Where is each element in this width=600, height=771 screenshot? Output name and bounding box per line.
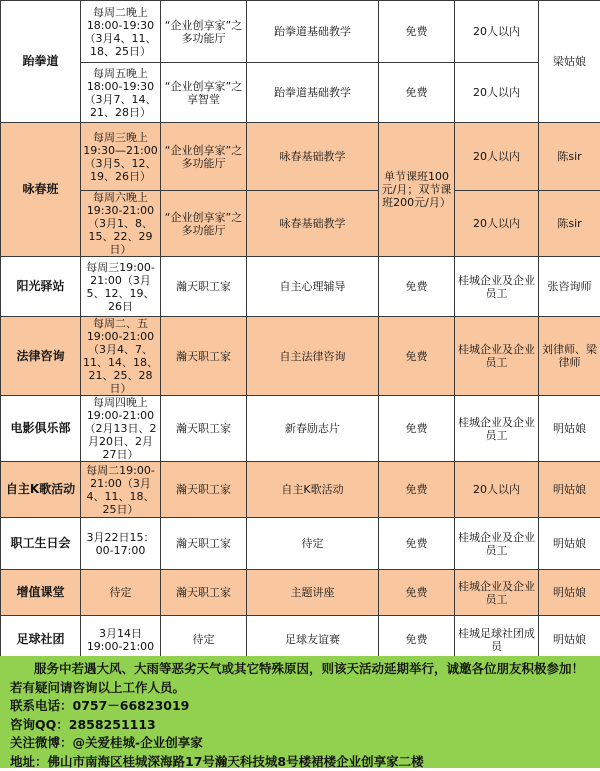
activity-target: 20人以内 (455, 63, 539, 123)
activity-contact: 明姑娘 (539, 462, 600, 518)
activity-time: 每周五晚上18:00-19:30（3月7、14、21、28日） (81, 63, 161, 123)
activity-content: 跆拳道基础教学 (247, 63, 379, 123)
activity-target: 桂城企业及企业员工 (455, 570, 539, 616)
activity-name: 电影俱乐部 (1, 396, 81, 462)
activity-time: 每周四晚上19:00-21:00（2月13日、2月20日、2月27日） (81, 396, 161, 462)
activity-contact: 梁姑娘 (539, 1, 600, 123)
table-row (1, 257, 600, 317)
activity-content: 新春励志片 (247, 396, 379, 462)
activity-venue: 瀚天职工家 (161, 257, 247, 317)
activity-contact: 刘律师、梁律师 (539, 317, 600, 396)
table-row (1, 396, 600, 462)
activity-venue: 瀚天职工家 (161, 518, 247, 570)
activity-content: 自主K歌活动 (247, 462, 379, 518)
activity-venue: 瀚天职工家 (161, 462, 247, 518)
activity-name: 阳光驿站 (1, 257, 81, 317)
activity-time: 每周二晚上18:00-19:30（3月4、11、18、25日） (81, 1, 161, 63)
activity-fee: 免费 (379, 570, 455, 616)
activity-fee: 免费 (379, 616, 455, 664)
activity-target: 桂城企业及企业员工 (455, 317, 539, 396)
activity-name: 跆拳道 (1, 1, 81, 123)
activity-content: 主题讲座 (247, 570, 379, 616)
activity-contact: 明姑娘 (539, 518, 600, 570)
table-row (1, 191, 600, 257)
activity-fee: 单节课班100元/月；双节课班200元/月） (379, 123, 455, 257)
activity-venue: “企业创享家”之多功能厅 (161, 1, 247, 63)
activity-contact: 陈sir (539, 191, 600, 257)
activity-venue: 瀚天职工家 (161, 570, 247, 616)
activity-venue: 待定 (161, 616, 247, 664)
activity-venue: “企业创享家”之多功能厅 (161, 191, 247, 257)
contact-qq: 咨询QQ：2858251113 (10, 716, 590, 735)
weather-notice: 服务中若遇大风、大雨等恶劣天气或其它特殊原因，则该天活动延期举行，诚邀各位朋友积极参加！若有疑问请咨询以上工作人员。 (10, 660, 590, 697)
activity-fee: 免费 (379, 462, 455, 518)
activity-time: 每周三19:00-21:00（3月5、12、19、26日 (81, 257, 161, 317)
table-row (1, 63, 600, 123)
activity-time: 每周二、五19:00-21:00（3月4、7、11、14、18、21、25、28日） (81, 317, 161, 396)
activity-fee: 免费 (379, 317, 455, 396)
weibo-follow: 关注微博：@关爱桂城-企业创享家 (10, 734, 590, 753)
footer-info (0, 656, 600, 768)
activity-contact: 明姑娘 (539, 570, 600, 616)
table-row (1, 123, 600, 191)
activity-content: 咏春基础教学 (247, 191, 379, 257)
activity-target: 桂城足球社团成员 (455, 616, 539, 664)
activity-content: 自主心理辅导 (247, 257, 379, 317)
activity-content: 跆拳道基础教学 (247, 1, 379, 63)
activity-time: 3月22日15：00-17:00 (81, 518, 161, 570)
activity-fee: 免费 (379, 1, 455, 63)
activity-time: 每周二19:00-21:00（3月4、11、18、25日） (81, 462, 161, 518)
activity-venue: “企业创享家”之多功能厅 (161, 123, 247, 191)
activity-name: 法律咨询 (1, 317, 81, 396)
address: 地址：佛山市南海区桂城深海路17号瀚天科技城8号楼裙楼企业创享家二楼 (10, 753, 590, 771)
activity-content: 咏春基础教学 (247, 123, 379, 191)
activity-target: 20人以内 (455, 1, 539, 63)
activity-fee: 免费 (379, 63, 455, 123)
activity-target: 桂城企业及企业员工 (455, 257, 539, 317)
activity-fee: 免费 (379, 396, 455, 462)
activity-venue: “企业创享家”之享智堂 (161, 63, 247, 123)
activity-target: 20人以内 (455, 191, 539, 257)
activity-name: 足球社团 (1, 616, 81, 664)
activity-name: 自主K歌活动 (1, 462, 81, 518)
table-row (1, 462, 600, 518)
activity-time: 每周三晚上19:30—21:00（3月5、12、19、26日） (81, 123, 161, 191)
activity-contact: 陈sir (539, 123, 600, 191)
activity-target: 20人以内 (455, 123, 539, 191)
activity-target: 20人以内 (455, 462, 539, 518)
activity-name: 增值课堂 (1, 570, 81, 616)
activity-venue: 瀚天职工家 (161, 317, 247, 396)
activity-fee: 免费 (379, 518, 455, 570)
activity-venue: 瀚天职工家 (161, 396, 247, 462)
contact-phone: 联系电话：0757－66823019 (10, 697, 590, 716)
activity-target: 桂城企业及企业员工 (455, 518, 539, 570)
activity-time: 待定 (81, 570, 161, 616)
activity-time: 每周六晚上19:30-21:00（3月1、8、15、22、29日） (81, 191, 161, 257)
activity-contact: 明姑娘 (539, 396, 600, 462)
activity-name: 职工生日会 (1, 518, 81, 570)
activity-name: 咏春班 (1, 123, 81, 257)
table-row (1, 518, 600, 570)
activity-content: 足球友谊赛 (247, 616, 379, 664)
activity-contact: 张咨询师 (539, 257, 600, 317)
activity-contact: 明姑娘 (539, 616, 600, 664)
activity-fee: 免费 (379, 257, 455, 317)
activity-content: 待定 (247, 518, 379, 570)
activity-content: 自主法律咨询 (247, 317, 379, 396)
table-row (1, 317, 600, 396)
activity-target: 桂城企业及企业员工 (455, 396, 539, 462)
activity-time: 3月14日19:00-21:00 (81, 616, 161, 664)
table-row (1, 1, 600, 63)
table-row (1, 570, 600, 616)
